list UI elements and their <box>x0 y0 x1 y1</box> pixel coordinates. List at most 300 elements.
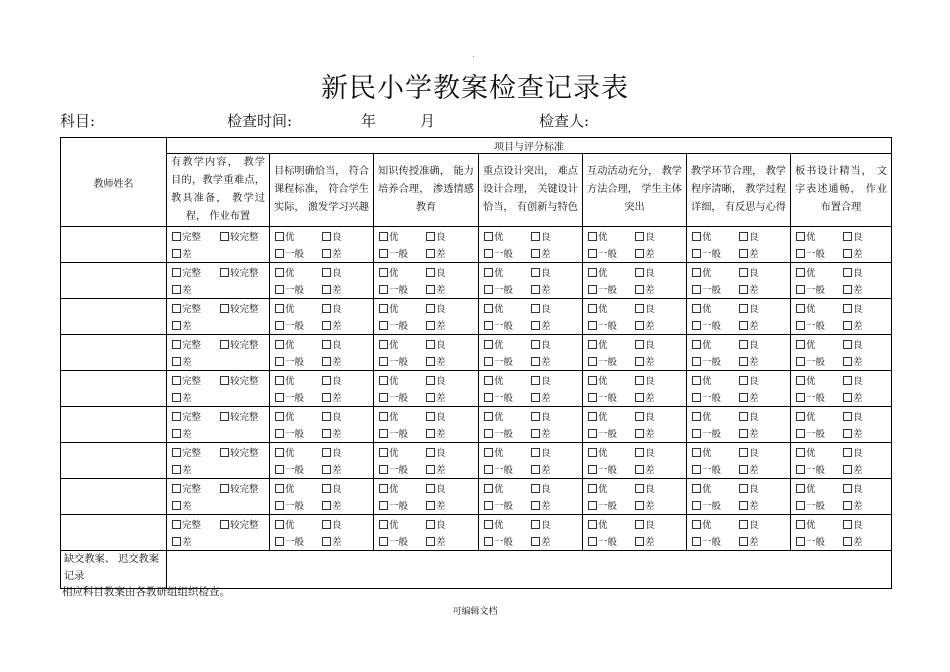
checkbox[interactable] <box>635 304 644 313</box>
checkbox[interactable] <box>172 484 181 493</box>
checkbox[interactable] <box>484 448 493 457</box>
checkbox[interactable] <box>379 537 388 546</box>
checkbox[interactable] <box>692 520 701 529</box>
checkbox[interactable] <box>739 268 748 277</box>
option <box>275 373 322 387</box>
option <box>843 337 890 351</box>
checkbox[interactable] <box>739 448 748 457</box>
checkbox-label: 差 <box>853 320 863 332</box>
checkbox-label: 差 <box>436 500 446 512</box>
checkbox[interactable] <box>635 232 644 241</box>
checkbox[interactable] <box>692 357 701 366</box>
checkbox[interactable] <box>379 448 388 457</box>
checkbox[interactable] <box>172 412 181 421</box>
checkbox[interactable] <box>379 465 388 474</box>
checkbox[interactable] <box>692 340 701 349</box>
checkbox[interactable] <box>588 501 597 510</box>
option <box>796 390 843 404</box>
checkbox[interactable] <box>843 520 852 529</box>
checkbox[interactable] <box>322 465 331 474</box>
checkbox[interactable] <box>588 393 597 402</box>
checkbox[interactable] <box>531 249 540 258</box>
checkbox[interactable] <box>739 232 748 241</box>
checkbox[interactable] <box>796 232 805 241</box>
checkbox[interactable] <box>739 249 748 258</box>
checkbox[interactable] <box>635 285 644 294</box>
checkbox[interactable] <box>531 412 540 421</box>
checkbox[interactable] <box>635 501 644 510</box>
checkbox-label: 优 <box>389 339 399 351</box>
checkbox[interactable] <box>484 537 493 546</box>
checkbox[interactable] <box>843 393 852 402</box>
checkbox[interactable] <box>426 520 435 529</box>
rating-cell <box>479 335 583 371</box>
checkbox[interactable] <box>796 448 805 457</box>
checkbox[interactable] <box>531 465 540 474</box>
checkbox-label: 一般 <box>285 536 305 548</box>
checkbox[interactable] <box>275 340 284 349</box>
checkbox[interactable] <box>531 285 540 294</box>
checkbox[interactable] <box>843 484 852 493</box>
rating-cell <box>791 335 892 371</box>
checkbox[interactable] <box>531 520 540 529</box>
checkbox[interactable] <box>275 412 284 421</box>
checkbox[interactable] <box>588 537 597 546</box>
teacher-name-cell[interactable] <box>61 299 167 335</box>
checkbox[interactable] <box>635 340 644 349</box>
checkbox[interactable] <box>692 249 701 258</box>
checkbox[interactable] <box>379 412 388 421</box>
checkbox[interactable] <box>220 304 229 313</box>
checkbox[interactable] <box>322 304 331 313</box>
checkbox-label: 优 <box>494 483 504 495</box>
checkbox[interactable] <box>379 484 388 493</box>
checkbox[interactable] <box>379 501 388 510</box>
checkbox[interactable] <box>588 429 597 438</box>
option <box>843 390 890 404</box>
checkbox[interactable] <box>739 321 748 330</box>
checkbox[interactable] <box>426 412 435 421</box>
late-submission-record[interactable] <box>167 551 892 589</box>
checkbox[interactable] <box>275 357 284 366</box>
checkbox[interactable] <box>739 376 748 385</box>
checkbox-label: 良 <box>645 483 655 495</box>
rating-cell <box>791 227 892 263</box>
checkbox[interactable] <box>172 393 181 402</box>
checkbox[interactable] <box>692 304 701 313</box>
checkbox[interactable] <box>426 537 435 546</box>
checkbox[interactable] <box>843 321 852 330</box>
checkbox[interactable] <box>484 249 493 258</box>
checkbox[interactable] <box>739 304 748 313</box>
checkbox[interactable] <box>635 376 644 385</box>
checkbox[interactable] <box>635 268 644 277</box>
checkbox[interactable] <box>796 376 805 385</box>
option <box>588 498 635 512</box>
checkbox[interactable] <box>379 268 388 277</box>
checkbox[interactable] <box>531 304 540 313</box>
checkbox[interactable] <box>379 357 388 366</box>
checkbox[interactable] <box>322 268 331 277</box>
checkbox[interactable] <box>484 321 493 330</box>
checkbox[interactable] <box>322 448 331 457</box>
checkbox[interactable] <box>531 448 540 457</box>
checkbox[interactable] <box>588 484 597 493</box>
checkbox[interactable] <box>843 465 852 474</box>
checkbox[interactable] <box>172 340 181 349</box>
checkbox[interactable] <box>484 484 493 493</box>
checkbox-label: 一般 <box>806 248 826 260</box>
checkbox[interactable] <box>796 268 805 277</box>
option <box>275 229 322 243</box>
checkbox[interactable] <box>379 232 388 241</box>
checkbox[interactable] <box>796 465 805 474</box>
checkbox[interactable] <box>426 376 435 385</box>
checkbox[interactable] <box>531 268 540 277</box>
checkbox[interactable] <box>692 484 701 493</box>
checkbox[interactable] <box>426 321 435 330</box>
checkbox[interactable] <box>796 484 805 493</box>
checkbox[interactable] <box>379 376 388 385</box>
checkbox[interactable] <box>484 340 493 349</box>
checkbox[interactable] <box>796 393 805 402</box>
checkbox[interactable] <box>484 429 493 438</box>
checkbox[interactable] <box>843 340 852 349</box>
checkbox[interactable] <box>275 393 284 402</box>
checkbox[interactable] <box>275 465 284 474</box>
checkbox[interactable] <box>635 357 644 366</box>
checkbox[interactable] <box>275 376 284 385</box>
checkbox[interactable] <box>426 429 435 438</box>
checkbox[interactable] <box>635 393 644 402</box>
checkbox[interactable] <box>796 304 805 313</box>
checkbox[interactable] <box>635 537 644 546</box>
checkbox[interactable] <box>588 448 597 457</box>
checkbox[interactable] <box>275 304 284 313</box>
checkbox[interactable] <box>692 285 701 294</box>
option <box>635 409 682 423</box>
checkbox[interactable] <box>739 340 748 349</box>
checkbox-label: 一般 <box>494 392 514 404</box>
checkbox[interactable] <box>531 376 540 385</box>
checkbox[interactable] <box>531 232 540 241</box>
checkbox[interactable] <box>531 393 540 402</box>
checkbox[interactable] <box>843 448 852 457</box>
checkbox[interactable] <box>275 501 284 510</box>
checkbox[interactable] <box>275 520 284 529</box>
checkbox[interactable] <box>426 484 435 493</box>
checkbox[interactable] <box>322 429 331 438</box>
checkbox[interactable] <box>426 304 435 313</box>
checkbox[interactable] <box>692 537 701 546</box>
option <box>796 337 843 351</box>
checkbox[interactable] <box>796 520 805 529</box>
checkbox[interactable] <box>484 304 493 313</box>
checkbox[interactable] <box>531 537 540 546</box>
rating-cell <box>583 335 687 371</box>
checkbox[interactable] <box>843 268 852 277</box>
checkbox[interactable] <box>275 321 284 330</box>
checkbox-label: 良 <box>853 411 863 423</box>
checkbox[interactable] <box>172 465 181 474</box>
checkbox[interactable] <box>172 520 181 529</box>
checkbox[interactable] <box>379 249 388 258</box>
checkbox[interactable] <box>322 393 331 402</box>
checkbox[interactable] <box>220 412 229 421</box>
checkbox[interactable] <box>322 501 331 510</box>
checkbox[interactable] <box>796 429 805 438</box>
checkbox[interactable] <box>484 412 493 421</box>
checkbox[interactable] <box>531 429 540 438</box>
checkbox[interactable] <box>692 321 701 330</box>
checkbox[interactable] <box>426 501 435 510</box>
checkbox[interactable] <box>531 321 540 330</box>
checkbox[interactable] <box>484 501 493 510</box>
checkbox[interactable] <box>739 484 748 493</box>
checkbox[interactable] <box>531 501 540 510</box>
checkbox[interactable] <box>739 537 748 546</box>
checkbox[interactable] <box>220 484 229 493</box>
checkbox[interactable] <box>172 537 181 546</box>
checkbox[interactable] <box>172 304 181 313</box>
checkbox[interactable] <box>739 520 748 529</box>
checkbox-label: 一般 <box>806 500 826 512</box>
rating-cell <box>374 407 479 443</box>
checkbox[interactable] <box>843 232 852 241</box>
rating-cell <box>270 407 374 443</box>
checkbox[interactable] <box>796 537 805 546</box>
checkbox[interactable] <box>692 393 701 402</box>
teacher-name-cell[interactable] <box>61 371 167 407</box>
table-row <box>61 515 892 551</box>
checkbox[interactable] <box>588 520 597 529</box>
checkbox[interactable] <box>172 232 181 241</box>
checkbox[interactable] <box>692 268 701 277</box>
checkbox[interactable] <box>635 429 644 438</box>
checkbox[interactable] <box>484 285 493 294</box>
checkbox[interactable] <box>843 429 852 438</box>
checkbox[interactable] <box>322 412 331 421</box>
option <box>588 301 635 315</box>
checkbox[interactable] <box>588 285 597 294</box>
checkbox[interactable] <box>796 412 805 421</box>
checkbox[interactable] <box>172 357 181 366</box>
checkbox[interactable] <box>484 268 493 277</box>
checkbox[interactable] <box>692 448 701 457</box>
checkbox[interactable] <box>739 429 748 438</box>
checkbox[interactable] <box>322 232 331 241</box>
checkbox[interactable] <box>322 285 331 294</box>
checkbox[interactable] <box>322 376 331 385</box>
checkbox[interactable] <box>379 285 388 294</box>
checkbox-label: 一般 <box>702 464 722 476</box>
checkbox[interactable] <box>426 465 435 474</box>
checkbox[interactable] <box>739 412 748 421</box>
checkbox[interactable] <box>588 304 597 313</box>
checkbox[interactable] <box>322 484 331 493</box>
checkbox[interactable] <box>796 357 805 366</box>
checkbox[interactable] <box>692 429 701 438</box>
rating-cell <box>374 515 479 551</box>
checkbox[interactable] <box>531 340 540 349</box>
option <box>484 517 531 531</box>
checkbox[interactable] <box>588 340 597 349</box>
teacher-name-cell[interactable] <box>61 443 167 479</box>
checkbox[interactable] <box>588 412 597 421</box>
checkbox[interactable] <box>484 520 493 529</box>
checkbox[interactable] <box>275 537 284 546</box>
checkbox[interactable] <box>843 304 852 313</box>
checkbox[interactable] <box>322 357 331 366</box>
option <box>172 301 220 315</box>
checkbox[interactable] <box>796 321 805 330</box>
checkbox[interactable] <box>484 376 493 385</box>
checkbox[interactable] <box>692 376 701 385</box>
checkbox[interactable] <box>588 249 597 258</box>
checkbox[interactable] <box>796 249 805 258</box>
checkbox[interactable] <box>220 520 229 529</box>
rating-cell <box>583 227 687 263</box>
teacher-name-cell[interactable] <box>61 479 167 515</box>
checkbox[interactable] <box>220 340 229 349</box>
checkbox[interactable] <box>843 412 852 421</box>
checkbox[interactable] <box>275 268 284 277</box>
checkbox[interactable] <box>588 376 597 385</box>
checkbox[interactable] <box>275 429 284 438</box>
checkbox[interactable] <box>531 357 540 366</box>
checkbox[interactable] <box>275 249 284 258</box>
checkbox[interactable] <box>172 429 181 438</box>
option <box>322 373 369 387</box>
checkbox-label: 一般 <box>494 320 514 332</box>
checkbox[interactable] <box>588 321 597 330</box>
checkbox[interactable] <box>426 285 435 294</box>
checkbox[interactable] <box>588 232 597 241</box>
checkbox[interactable] <box>635 484 644 493</box>
option <box>531 282 578 296</box>
checkbox[interactable] <box>739 357 748 366</box>
late-submission-row <box>61 551 892 589</box>
checkbox[interactable] <box>426 357 435 366</box>
teacher-name-cell[interactable] <box>61 335 167 371</box>
checkbox[interactable] <box>692 232 701 241</box>
checkbox[interactable] <box>172 321 181 330</box>
checkbox[interactable] <box>220 268 229 277</box>
checkbox[interactable] <box>843 501 852 510</box>
checkbox[interactable] <box>220 232 229 241</box>
checkbox[interactable] <box>426 249 435 258</box>
checkbox[interactable] <box>379 304 388 313</box>
checkbox[interactable] <box>796 501 805 510</box>
checkbox-label: 优 <box>389 267 399 279</box>
option <box>484 246 531 260</box>
checkbox[interactable] <box>379 429 388 438</box>
checkbox[interactable] <box>172 501 181 510</box>
checkbox[interactable] <box>843 357 852 366</box>
checkbox[interactable] <box>635 321 644 330</box>
checkbox[interactable] <box>172 249 181 258</box>
checkbox[interactable] <box>635 412 644 421</box>
checkbox[interactable] <box>635 249 644 258</box>
checkbox[interactable] <box>843 537 852 546</box>
teacher-name-cell[interactable] <box>61 407 167 443</box>
checkbox[interactable] <box>172 268 181 277</box>
checkbox[interactable] <box>843 249 852 258</box>
checkbox[interactable] <box>275 232 284 241</box>
checkbox[interactable] <box>588 357 597 366</box>
option <box>843 498 890 512</box>
checkbox[interactable] <box>379 321 388 330</box>
checkbox-label: 一般 <box>494 248 514 260</box>
rating-cell <box>374 335 479 371</box>
checkbox[interactable] <box>739 501 748 510</box>
checkbox[interactable] <box>635 465 644 474</box>
checkbox[interactable] <box>322 520 331 529</box>
checkbox[interactable] <box>426 268 435 277</box>
checkbox[interactable] <box>275 448 284 457</box>
checkbox[interactable] <box>172 285 181 294</box>
checkbox[interactable] <box>322 537 331 546</box>
checkbox[interactable] <box>220 376 229 385</box>
checkbox[interactable] <box>275 484 284 493</box>
checkbox[interactable] <box>322 321 331 330</box>
checkbox[interactable] <box>484 393 493 402</box>
checkbox[interactable] <box>172 376 181 385</box>
teacher-name-cell[interactable] <box>61 515 167 551</box>
checkbox[interactable] <box>426 393 435 402</box>
option <box>588 481 635 495</box>
checkbox[interactable] <box>322 249 331 258</box>
checkbox[interactable] <box>379 520 388 529</box>
checkbox[interactable] <box>484 357 493 366</box>
checkbox[interactable] <box>172 448 181 457</box>
checkbox[interactable] <box>426 340 435 349</box>
checkbox[interactable] <box>843 285 852 294</box>
checkbox-label: 良 <box>645 447 655 459</box>
checkbox[interactable] <box>588 268 597 277</box>
option <box>275 337 322 351</box>
rating-cell <box>270 443 374 479</box>
option <box>692 337 739 351</box>
checkbox[interactable] <box>275 285 284 294</box>
checkbox[interactable] <box>692 412 701 421</box>
checkbox[interactable] <box>796 285 805 294</box>
option <box>484 481 531 495</box>
checkbox[interactable] <box>220 448 229 457</box>
checkbox-label: 优 <box>285 267 295 279</box>
checkbox[interactable] <box>635 520 644 529</box>
checkbox[interactable] <box>484 465 493 474</box>
checkbox[interactable] <box>484 232 493 241</box>
checkbox[interactable] <box>739 393 748 402</box>
checkbox[interactable] <box>692 465 701 474</box>
checkbox[interactable] <box>379 393 388 402</box>
checkbox[interactable] <box>322 340 331 349</box>
checkbox[interactable] <box>531 484 540 493</box>
teacher-name-cell[interactable] <box>61 227 167 263</box>
checkbox[interactable] <box>588 465 597 474</box>
checkbox[interactable] <box>843 376 852 385</box>
checkbox[interactable] <box>379 340 388 349</box>
checkbox[interactable] <box>739 285 748 294</box>
checkbox[interactable] <box>635 448 644 457</box>
checkbox[interactable] <box>692 501 701 510</box>
checkbox[interactable] <box>426 232 435 241</box>
checkbox[interactable] <box>796 340 805 349</box>
checkbox[interactable] <box>426 448 435 457</box>
teacher-name-cell[interactable] <box>61 263 167 299</box>
checkbox[interactable] <box>739 465 748 474</box>
